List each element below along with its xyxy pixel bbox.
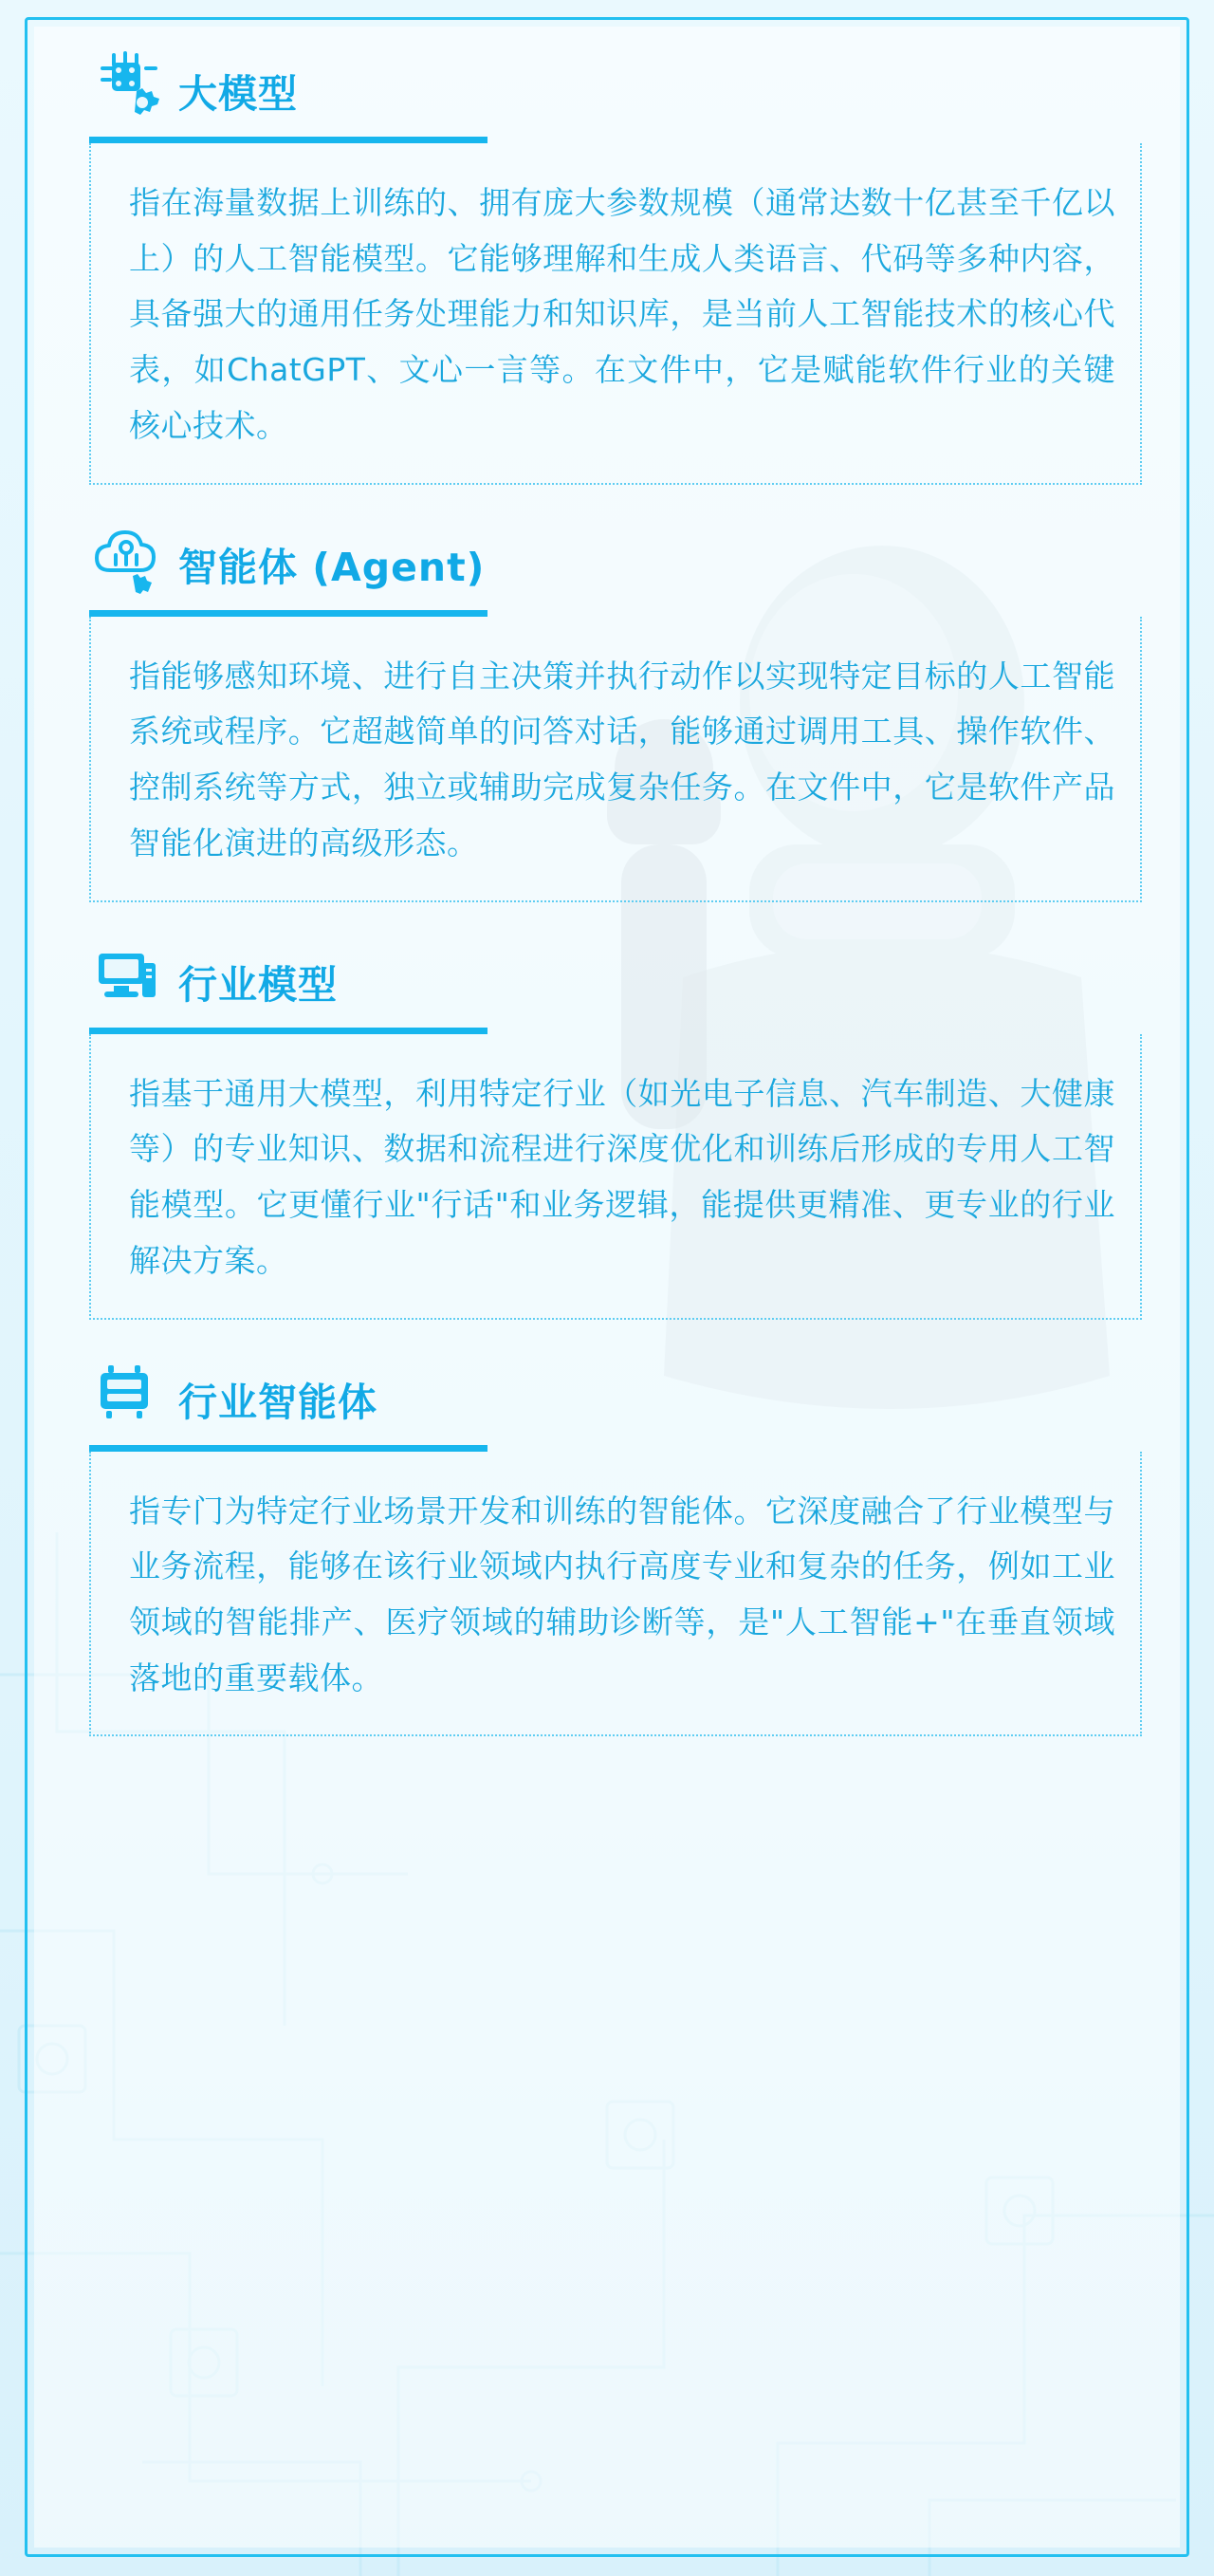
card-title: 智能体 (Agent) xyxy=(178,544,486,590)
server-robot-icon xyxy=(89,1356,163,1430)
glossary-card-industry-model xyxy=(76,938,1142,1320)
card-title: 行业智能体 xyxy=(178,1379,377,1425)
title-underline xyxy=(89,137,487,143)
title-underline xyxy=(89,610,487,617)
cloud-gear-icon xyxy=(89,521,163,595)
monitor-icon xyxy=(89,938,163,1012)
card-header xyxy=(76,938,1142,1012)
card-body xyxy=(89,1034,1142,1320)
card-header xyxy=(76,1356,1142,1430)
card-description: 指能够感知环境、进行自主决策并执行动作以实现特定目标的人工智能系统或程序。它超越简单的问答对话，能够通过调用工具、操作软件、控制系统等方式，独立或辅助完成复杂任务。在文件中，它是软件产品智能化演进的高级形态。 xyxy=(129,657,1115,862)
title-underline xyxy=(89,1445,487,1452)
glossary-card-agent xyxy=(76,521,1142,902)
card-title: 大模型 xyxy=(178,71,298,117)
card-description: 指在海量数据上训练的、拥有庞大参数规模（通常达数十亿甚至千亿以上）的人工智能模型。它能够理解和生成人类语言、代码等多种内容，具备强大的通用任务处理能力和知识库，是当前人工智能技术的核心代表，如ChatGPT、文心一言等。在文件中，它是赋能软件行业的关键核心技术。 xyxy=(129,184,1115,444)
title-underline xyxy=(89,1028,487,1034)
card-body xyxy=(89,1452,1142,1737)
card-header xyxy=(76,47,1142,121)
chip-gear-icon xyxy=(89,47,163,121)
card-description: 指专门为特定行业场景开发和训练的智能体。它深度融合了行业模型与业务流程，能够在该行业领域内执行高度专业和复杂的任务，例如工业领域的智能排产、医疗领域的辅助诊断等，是"人工智能+"在垂直领域落地的重要载体。 xyxy=(129,1492,1115,1696)
card-body xyxy=(89,143,1142,485)
card-body xyxy=(89,617,1142,902)
card-title: 行业模型 xyxy=(178,961,338,1008)
card-description: 指基于通用大模型，利用特定行业（如光电子信息、汽车制造、大健康等）的专业知识、数据和流程进行深度优化和训练后形成的专用人工智能模型。它更懂行业"行话"和业务逻辑，能提供更精准、更专业的行业解决方案。 xyxy=(129,1074,1115,1279)
glossary-card-large-model xyxy=(76,47,1142,485)
glossary-card-industry-agent xyxy=(76,1356,1142,1737)
glossary-list xyxy=(76,47,1142,1772)
card-header xyxy=(76,521,1142,595)
